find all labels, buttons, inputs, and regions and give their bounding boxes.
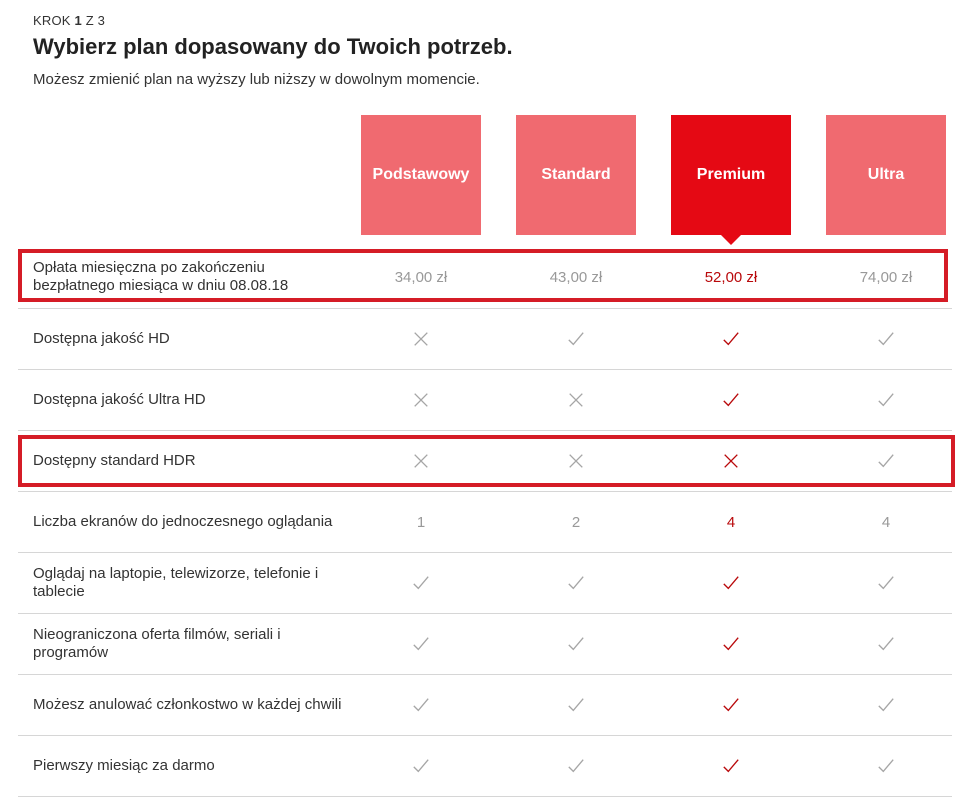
plan-tile-podstawowy[interactable] [361,115,481,235]
check-icon [516,309,636,369]
check-icon [671,736,791,796]
plan-tile-standard[interactable] [516,115,636,235]
cell-value: 74,00 zł [859,268,913,286]
table-row [18,309,952,370]
row-label: Możesz anulować członkostwo w każdej chwili [33,696,342,713]
check-icon [516,614,636,674]
cross-icon [516,431,636,491]
cell-value: 2 [571,513,581,531]
cross-icon [361,431,481,491]
check-icon [361,736,481,796]
plan-name: Ultra [867,166,905,183]
plan-selector [0,115,971,245]
check-icon [516,675,636,735]
cell-value: 1 [416,513,426,531]
cross-icon [516,370,636,430]
row-label: Opłata miesięczna po zakończeniu bezpłatnego miesiąca w dniu 08.08.18 [33,259,289,294]
check-icon [361,553,481,613]
plan-tile-ultra[interactable] [826,115,946,235]
check-icon [671,675,791,735]
table-row [18,431,952,492]
table-row [18,553,952,614]
cell-value: 43,00 zł [549,268,603,286]
check-icon [361,675,481,735]
row-label: Dostępna jakość Ultra HD [33,391,206,408]
check-icon [826,370,946,430]
check-icon [516,553,636,613]
cell-value: 4 [726,513,736,531]
check-icon [671,553,791,613]
row-label: Nieograniczona oferta filmów, seriali i programów [33,626,281,661]
check-icon [826,736,946,796]
cell-value: 34,00 zł [394,268,448,286]
step-indicator: KROK 1 Z 3 [33,13,106,28]
plan-name: Premium [696,166,766,183]
cross-icon [361,370,481,430]
row-label: Dostępna jakość HD [33,330,170,347]
check-icon [671,614,791,674]
plan-comparison-table [18,247,952,797]
plan-tile-premium[interactable] [671,115,791,235]
plan-name: Standard [541,166,611,183]
row-label: Liczba ekranów do jednoczesnego oglądania [33,513,333,530]
row-label: Dostępny standard HDR [33,452,196,469]
check-icon [826,675,946,735]
table-row [18,614,952,675]
plan-name: Podstawowy [372,166,470,183]
check-icon [826,431,946,491]
row-label: Pierwszy miesiąc za darmo [33,757,215,774]
table-row [18,492,952,553]
check-icon [361,614,481,674]
row-label: Oglądaj na laptopie, telewizorze, telefonie i tablecie [33,565,319,600]
check-icon [671,309,791,369]
page-subtitle: Możesz zmienić plan na wyższy lub niższy w dowolnym momencie. [33,71,480,88]
check-icon [826,614,946,674]
cell-value: 4 [881,513,891,531]
check-icon [671,370,791,430]
table-row [18,370,952,431]
table-row [18,736,952,797]
check-icon [826,553,946,613]
cross-icon [361,309,481,369]
page-title: Wybierz plan dopasowany do Twoich potrzeb. [33,34,513,59]
table-row [18,675,952,736]
cell-value: 52,00 zł [704,268,758,286]
check-icon [516,736,636,796]
table-row [18,247,952,309]
check-icon [826,309,946,369]
cross-icon [671,431,791,491]
